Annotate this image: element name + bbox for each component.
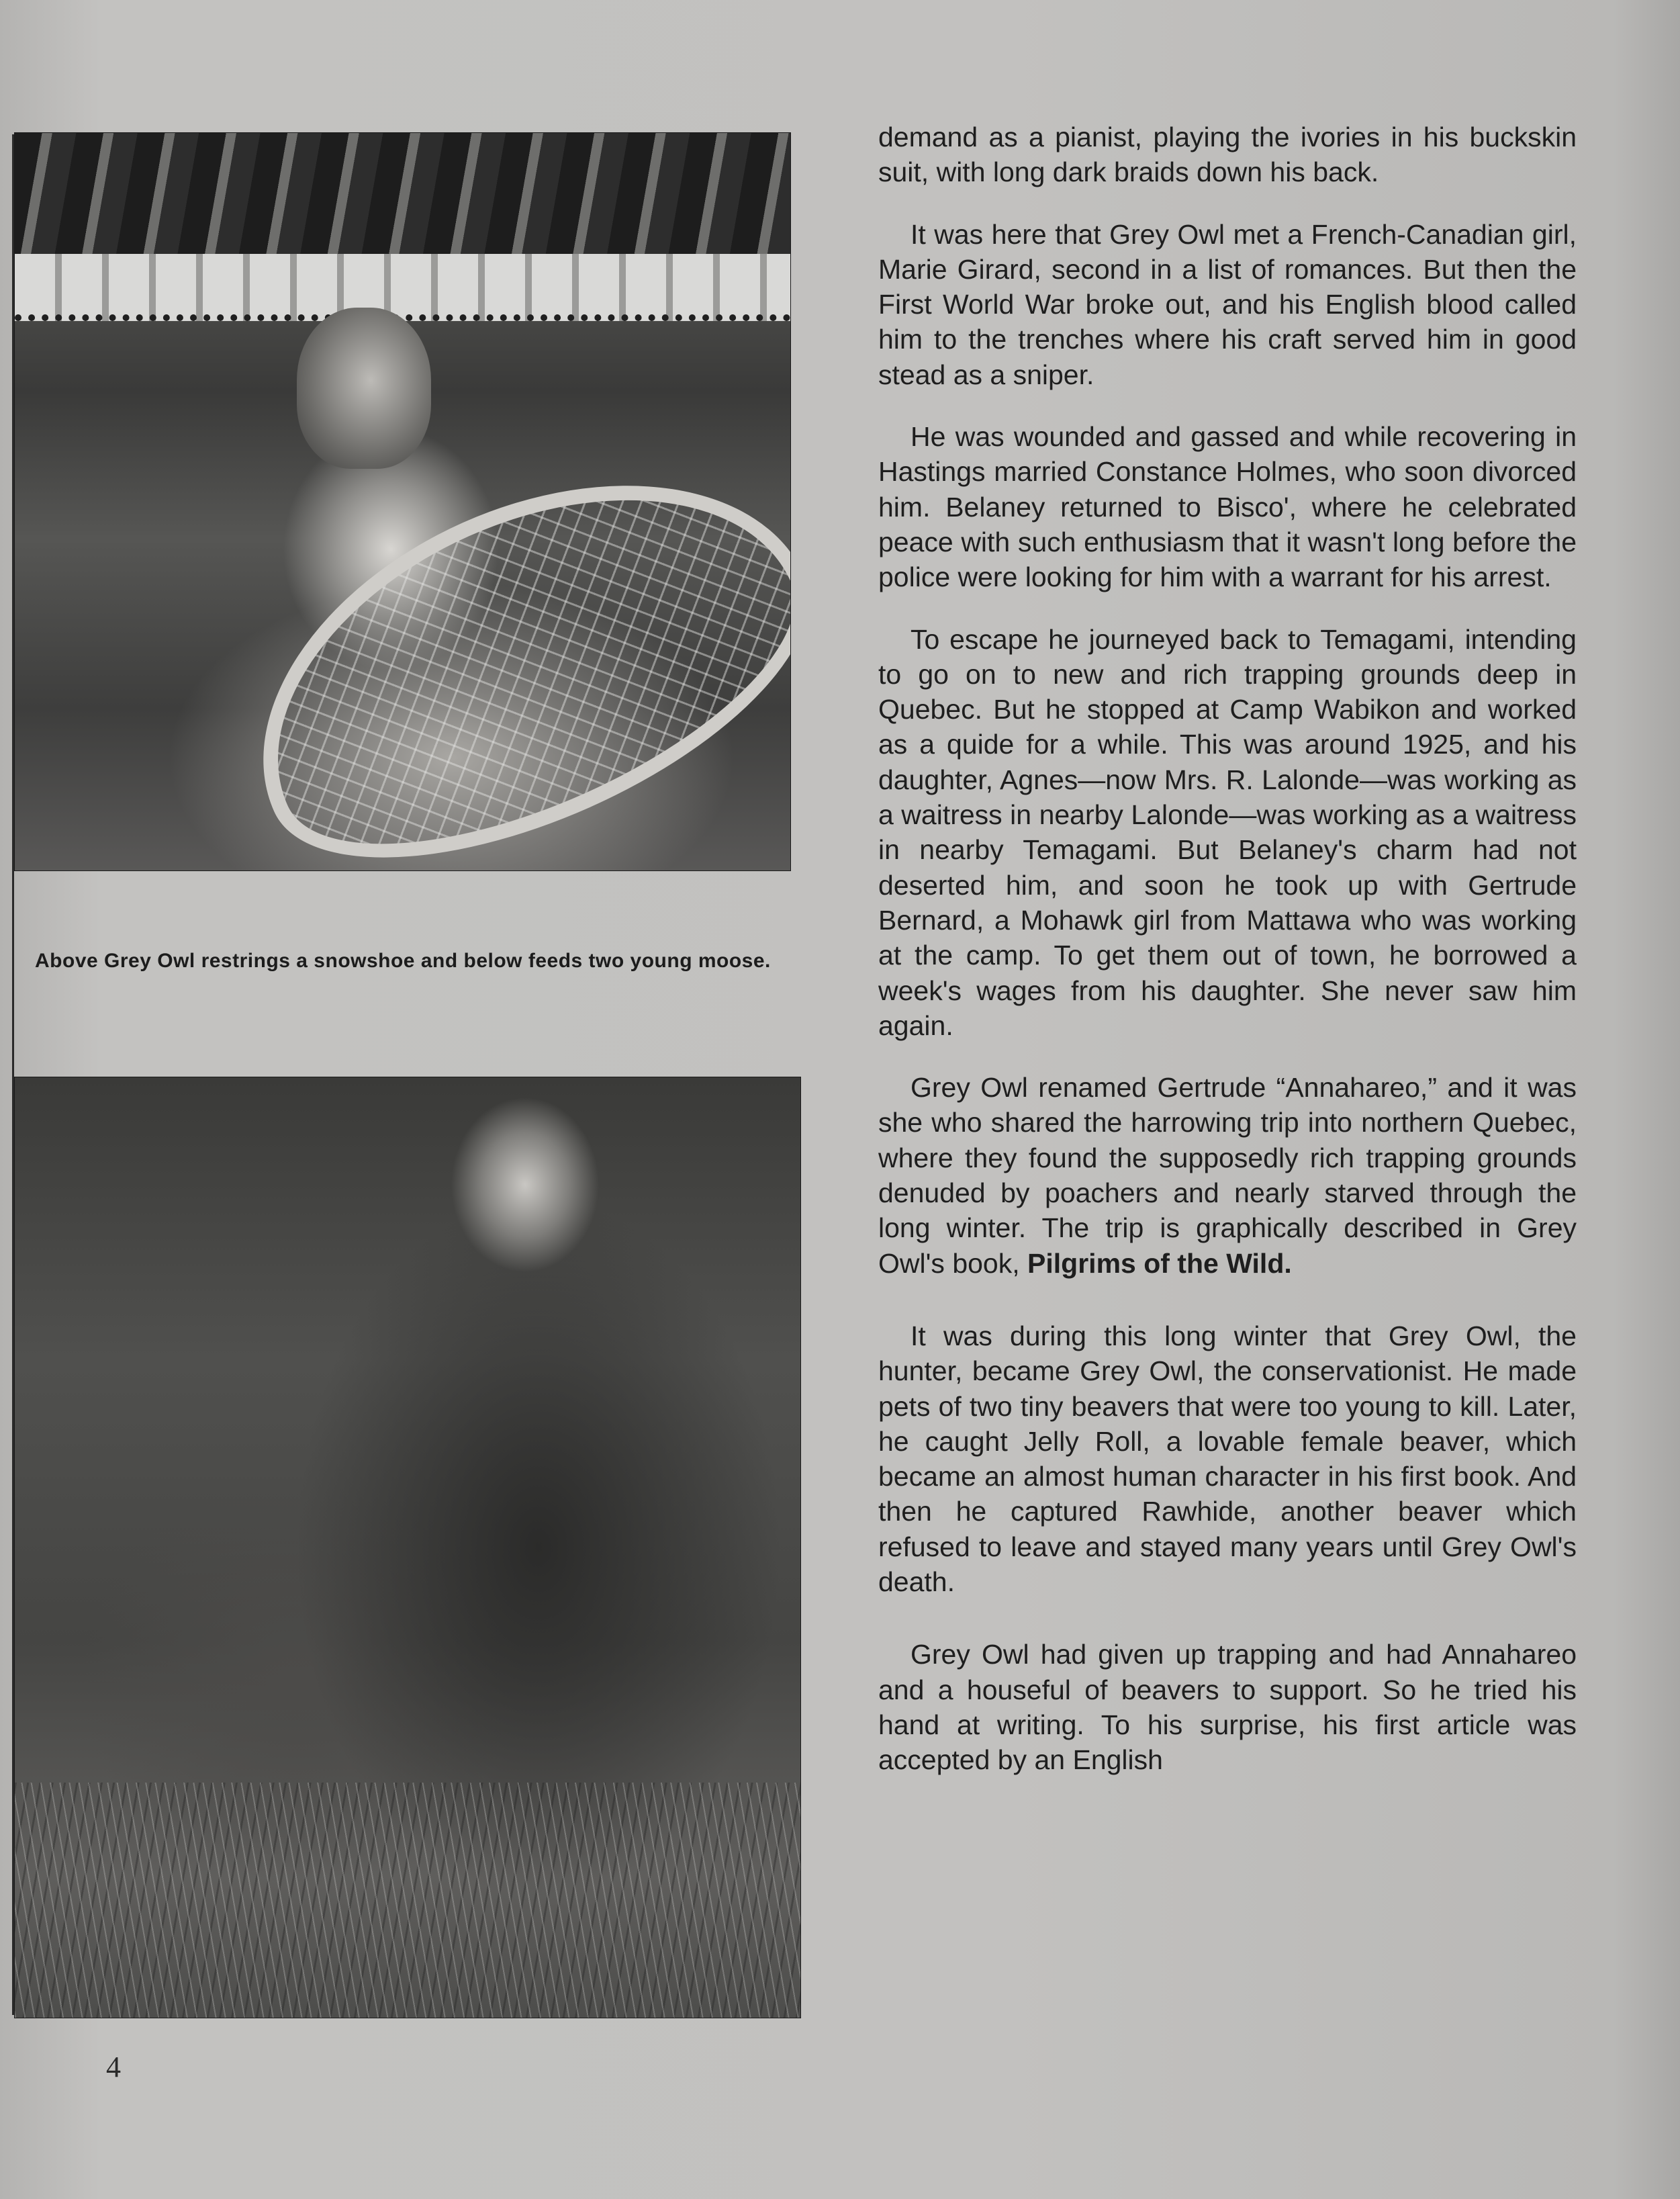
- paragraph-5-text: Grey Owl renamed Gertrude “Annahareo,” and it was she who shared the harrowing trip into northern Quebec, where they found the supposedly rich trapping grounds denuded by poachers and nearly starved through the long winter. The trip is graphically described in Grey Owl's book,: [878, 1072, 1577, 1279]
- paragraph-7: Grey Owl had given up trapping and had Annahareo and a houseful of beavers to support. So he tried his hand at writing. To his surprise, his first article was accepted by an English: [878, 1639, 1577, 1776]
- snowshoe: [198, 404, 790, 870]
- photo-caption: Above Grey Owl restrings a snowshoe and below feeds two young moose.: [35, 950, 771, 972]
- cabin-logs: [15, 133, 790, 254]
- paragraph-6: It was during this long winter that Grey Owl, the hunter, became Grey Owl, the conservationist. He made pets of two tiny beavers that were too young to kill. Later, he caught Jelly Roll, a lovable female beaver, which became an almost human character in his first book. And then he captured Rawhide, another beaver which refused to leave and stayed many years until Grey Owl's death.: [878, 1320, 1577, 1597]
- paragraph-5: [878, 1070, 1577, 1281]
- margin-rule: [12, 134, 14, 2015]
- paragraph-1: demand as a pianist, playing the ivories in his buckskin suit, with long dark braids down his back.: [878, 122, 1577, 188]
- photo-moose: [15, 1077, 800, 2018]
- book-title: Pilgrims of the Wild.: [1027, 1247, 1292, 1279]
- paragraph-2: It was here that Grey Owl met a French-Canadian girl, Marie Girard, second in a list of romances. But then the First World War broke out, and his English blood called him to the trenches where his craft served him in good stead as a sniper.: [878, 218, 1577, 390]
- grass: [15, 1783, 800, 2018]
- article-column: [878, 120, 1577, 1804]
- paragraph-3: He was wounded and gassed and while recovering in Hastings married Constance Holmes, who soon divorced him. Belaney returned to Bisco', where he celebrated peace with such enthusiasm that it wasn't long before the police were looking for him with a warrant for his arrest.: [878, 421, 1577, 593]
- paragraph-4: To escape he journeyed back to Temagami, intending to go on to new and rich trapping grounds deep in Quebec. But he stopped at Camp Wabikon and worked as a quide for a while. This was around 1925, and his daughter, Agnes—now Mrs. R. Lalonde—was working as a waitress in nearby Lalonde—was working as a waitress in nearby Temagami. But Belaney's charm had not deserted him, and soon he took up with Gertrude Bernard, a Mohawk girl from Mattawa who was working at the camp. To get them out of town, he borrowed a week's wages from his daughter. She never saw him again.: [878, 623, 1577, 1041]
- page-number: 4: [106, 2051, 121, 2083]
- photo-snowshoe: [15, 133, 790, 870]
- decorative-trim: [15, 254, 790, 321]
- grey-owl-figure: [297, 308, 431, 469]
